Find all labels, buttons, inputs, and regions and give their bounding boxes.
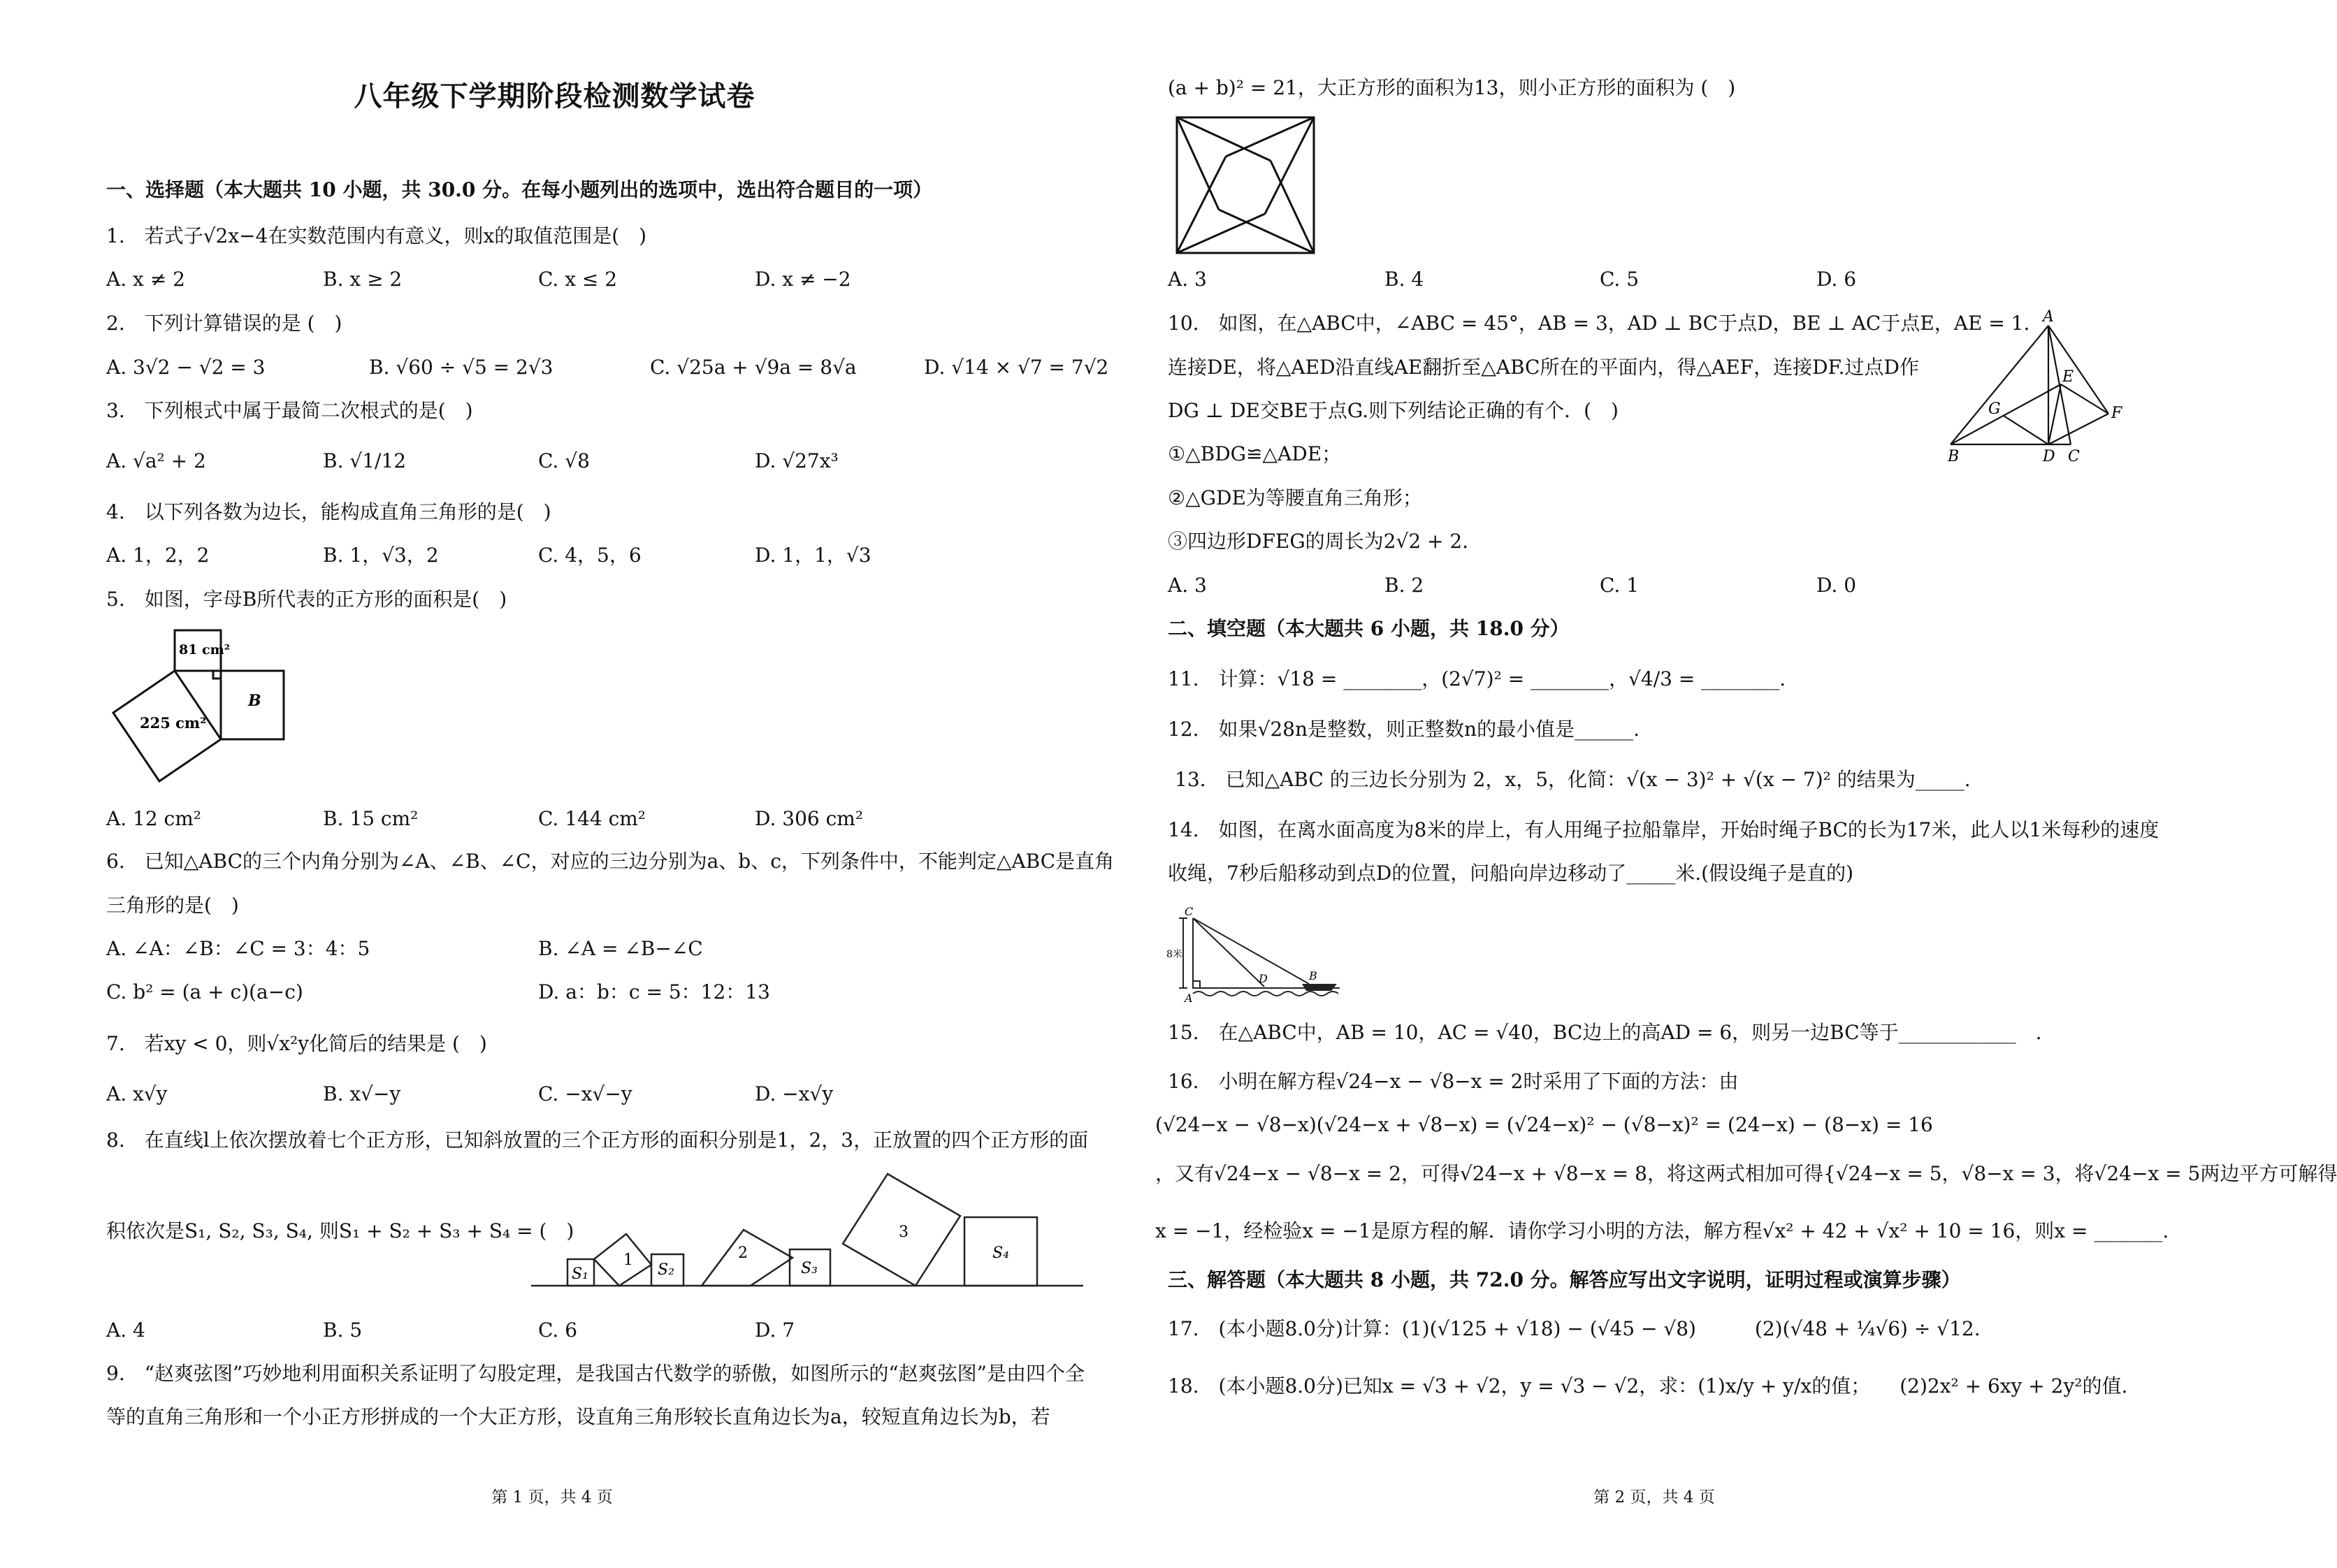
q10-label-f: F bbox=[2111, 405, 2122, 422]
section-1-heading: 一、选择题（本大题共 10 小题，共 30.0 分。在每小题列出的选项中，选出符合题目的一项） bbox=[106, 178, 933, 201]
q5-option-c: C. 144 cm² bbox=[538, 807, 646, 830]
q15-text: 15. 在△ABC中，AB = 10，AC = √40，BC边上的高AD = 6，则另一边BC等于____________ . bbox=[1168, 1021, 2042, 1044]
q4-option-a: A. 1，2，2 bbox=[106, 544, 210, 567]
q2-option-a: A. 3√2 − √2 = 3 bbox=[106, 356, 266, 379]
q6-stem-line1: 6. 已知△ABC的三个内角分别为∠A、∠B、∠C，对应的三边分别为a、b、c，下列条件中，不能判定△ABC是直角 bbox=[106, 850, 1115, 873]
q8-label-1: 1 bbox=[623, 1251, 633, 1269]
q5-label-b: B bbox=[248, 692, 261, 710]
q2-stem: 2. 下列计算错误的是 ( ) bbox=[106, 312, 342, 335]
q14-boat-figure bbox=[1165, 906, 1347, 1003]
q5-label-left: 225 cm² bbox=[140, 714, 207, 732]
section-2-heading: 二、填空题（本大题共 6 小题，共 18.0 分） bbox=[1168, 617, 1570, 640]
q5-label-top: 81 cm² bbox=[179, 642, 231, 658]
page-title: 八年级下学期阶段检测数学试卷 bbox=[354, 80, 755, 112]
q5-option-d: D. 306 cm² bbox=[755, 807, 864, 830]
q14-label-c: C bbox=[1185, 905, 1194, 918]
q1-option-d: D. x ≠ −2 bbox=[755, 268, 851, 291]
q5-option-b: B. 15 cm² bbox=[323, 807, 419, 830]
page-2 bbox=[1109, 0, 2337, 1568]
q9-stem-cont: (a + b)² = 21，大正方形的面积为13，则小正方形的面积为 ( ) bbox=[1168, 76, 1736, 99]
q10-option-a: A. 3 bbox=[1168, 574, 1207, 597]
q8-stem-line2: 积依次是S₁, S₂, S₃, S₄, 则S₁ + S₂ + S₃ + S₄ = ( ) bbox=[106, 1219, 574, 1242]
q14-stem-line1: 14. 如图，在离水面高度为8米的岸上，有人用绳子拉船靠岸，开始时绳子BC的长为17米，此人以1米每秒的速度 bbox=[1168, 818, 2159, 841]
q10-triangle-figure bbox=[1948, 308, 2143, 472]
q16-line4: x = −1，经检验x = −1是原方程的解．请你学习小明的方法，解方程√x² + 42 + √x² + 10 = 16，则x = _______. bbox=[1155, 1219, 2169, 1242]
q6-option-c: C. b² = (a + c)(a−c) bbox=[106, 980, 303, 1003]
q4-option-b: B. 1，√3，2 bbox=[323, 544, 439, 567]
q9-stem-line2: 等的直角三角形和一个小正方形拼成的一个大正方形，设直角三角形较长直角边长为a，较短直角边长为b，若 bbox=[106, 1405, 1050, 1428]
q9-option-d: D. 6 bbox=[1816, 268, 1857, 291]
q6-option-d: D. a：b：c = 5：12：13 bbox=[538, 980, 770, 1003]
page-2-footer: 第 2 页，共 4 页 bbox=[1593, 1488, 1715, 1507]
q16-line1: 16. 小明在解方程√24−x − √8−x = 2时采用了下面的方法：由 bbox=[1168, 1070, 1739, 1093]
q7-option-a: A. x√y bbox=[106, 1082, 168, 1105]
q1-option-b: B. x ≥ 2 bbox=[323, 268, 403, 291]
q16-line2: (√24−x − √8−x)(√24−x + √8−x) = (√24−x)² − (√8−x)² = (24−x) − (8−x) = 16 bbox=[1155, 1113, 1933, 1136]
q8-label-s4: S₄ bbox=[992, 1244, 1009, 1262]
q5-squares-figure bbox=[105, 629, 308, 797]
q16-line3: ，又有√24−x − √8−x = 2，可得√24−x + √8−x = 8，将这两式相加可得{√24−x = 5，√8−x = 3，将√24−x = 5两边平方可解得 bbox=[1155, 1162, 2337, 1185]
q3-option-c: C. √8 bbox=[538, 449, 590, 472]
q1-stem: 1. 若式子√2x−4在实数范围内有意义，则x的取值范围是( ) bbox=[106, 224, 647, 247]
q4-option-d: D. 1，1，√3 bbox=[755, 544, 871, 567]
q4-stem: 4. 以下列各数为边长，能构成直角三角形的是( ) bbox=[106, 500, 551, 523]
q10-label-g: G bbox=[1988, 400, 2001, 418]
q2-option-b: B. √60 ÷ √5 = 2√3 bbox=[369, 356, 554, 379]
q9-option-c: C. 5 bbox=[1600, 268, 1640, 291]
q4-option-c: C. 4，5，6 bbox=[538, 544, 642, 567]
q8-option-b: B. 5 bbox=[323, 1319, 363, 1342]
q2-option-d: D. √14 × √7 = 7√2 bbox=[924, 356, 1109, 379]
q14-label-height: 8米 bbox=[1166, 949, 1182, 960]
q3-stem: 3. 下列根式中属于最简二次根式的是( ) bbox=[106, 399, 473, 422]
q10-conclusion-2: ②△GDE为等腰直角三角形； bbox=[1168, 486, 1422, 509]
q10-conclusion-1: ①△BDG≌△ADE； bbox=[1168, 442, 1342, 465]
q1-option-a: A. x ≠ 2 bbox=[106, 268, 185, 291]
q8-label-s1: S₁ bbox=[572, 1265, 588, 1283]
q7-option-c: C. −x√−y bbox=[538, 1082, 632, 1105]
q5-option-a: A. 12 cm² bbox=[106, 807, 202, 830]
q9-option-b: B. 4 bbox=[1384, 268, 1424, 291]
q13-text: 13. 已知△ABC 的三边长分别为 2，x，5，化简：√(x − 3)² + √(x − 7)² 的结果为_____. bbox=[1175, 768, 1971, 791]
q3-option-a: A. √a² + 2 bbox=[106, 449, 206, 472]
q8-label-2: 2 bbox=[738, 1244, 748, 1262]
q6-option-b: B. ∠A = ∠B−∠C bbox=[538, 937, 703, 960]
q8-option-d: D. 7 bbox=[755, 1319, 795, 1342]
page-1 bbox=[0, 0, 1115, 1568]
q10-option-b: B. 2 bbox=[1384, 574, 1424, 597]
q6-stem-line2: 三角形的是( ) bbox=[106, 894, 239, 917]
q2-option-c: C. √25a + √9a = 8√a bbox=[650, 356, 857, 379]
q8-option-c: C. 6 bbox=[538, 1319, 578, 1342]
q8-label-s3: S₃ bbox=[801, 1260, 818, 1277]
q17-text: 17. (本小题8.0分)计算：(1)(√125 + √18) − (√45 − √8) (2)(√48 + ¼√6) ÷ √12. bbox=[1168, 1317, 1981, 1340]
q14-label-a: A bbox=[1185, 992, 1193, 1005]
q18-text: 18. (本小题8.0分)已知x = √3 + √2，y = √3 − √2，求：(1)x/y + y/x的值； (2)2x² + 6xy + 2y²的值. bbox=[1168, 1374, 2128, 1398]
q1-option-c: C. x ≤ 2 bbox=[538, 268, 618, 291]
q10-stem-line2: 连接DE，将△AED沿直线AE翻折至△ABC所在的平面内，得△AEF，连接DF.过点D作 bbox=[1168, 356, 1919, 379]
q10-label-d: D bbox=[2043, 448, 2055, 465]
page-1-footer: 第 1 页，共 4 页 bbox=[491, 1488, 613, 1507]
q7-stem: 7. 若xy < 0，则√x²y化简后的结果是 ( ) bbox=[106, 1032, 487, 1055]
q6-option-a: A. ∠A：∠B：∠C = 3：4：5 bbox=[106, 937, 370, 960]
q10-option-c: C. 1 bbox=[1600, 574, 1640, 597]
q14-label-b: B bbox=[1309, 969, 1317, 982]
q3-option-b: B. √1/12 bbox=[323, 449, 407, 472]
q14-stem-line2: 收绳，7秒后船移动到点D的位置，问船向岸边移动了_____米.(假设绳子是直的) bbox=[1168, 862, 1854, 885]
q10-label-b: B bbox=[1948, 448, 1960, 465]
q12-text: 12. 如果√28n是整数，则正整数n的最小值是______. bbox=[1168, 718, 1640, 741]
q10-conclusion-3: ③四边形DFEG的周长为2√2 + 2． bbox=[1168, 530, 1482, 553]
q7-option-b: B. x√−y bbox=[323, 1082, 401, 1105]
q3-option-d: D. √27x³ bbox=[755, 449, 839, 472]
q5-stem: 5. 如图，字母B所代表的正方形的面积是( ) bbox=[106, 588, 507, 611]
q8-label-3: 3 bbox=[899, 1224, 909, 1241]
q10-option-d: D. 0 bbox=[1816, 574, 1857, 597]
q10-stem-line3: DG ⊥ DE交BE于点G.则下列结论正确的有个．( ) bbox=[1168, 399, 1619, 422]
q10-label-a: A bbox=[2043, 308, 2054, 326]
q7-option-d: D. −x√y bbox=[755, 1082, 834, 1105]
q8-stem-line1: 8. 在直线l上依次摆放着七个正方形，已知斜放置的三个正方形的面积分别是1，2，3，正放置的四个正方形的面 bbox=[106, 1128, 1089, 1152]
section-3-heading: 三、解答题（本大题共 8 小题，共 72.0 分。解答应写出文字说明，证明过程或演算步骤） bbox=[1168, 1268, 1961, 1291]
q9-zhao-shuang-figure bbox=[1175, 116, 1319, 256]
q9-stem-line1: 9. “赵爽弦图”巧妙地利用面积关系证明了勾股定理，是我国古代数学的骄傲，如图所示的“赵爽弦图”是由四个全 bbox=[106, 1362, 1085, 1385]
q10-stem-line1: 10. 如图，在△ABC中，∠ABC = 45°，AB = 3，AD ⊥ BC于点D，BE ⊥ AC于点E，AE = 1. bbox=[1168, 312, 2030, 335]
q8-option-a: A. 4 bbox=[106, 1319, 145, 1342]
q8-squares-figure bbox=[531, 1167, 1090, 1293]
q9-option-a: A. 3 bbox=[1168, 268, 1207, 291]
q11-text: 11. 计算：√18 = ________，(2√7)² = ________，√4/3 = ________. bbox=[1168, 667, 1786, 690]
q8-label-s2: S₂ bbox=[658, 1261, 674, 1279]
q14-label-d: D bbox=[1259, 972, 1268, 985]
q10-label-e: E bbox=[2062, 368, 2074, 386]
q10-label-c: C bbox=[2068, 448, 2080, 465]
